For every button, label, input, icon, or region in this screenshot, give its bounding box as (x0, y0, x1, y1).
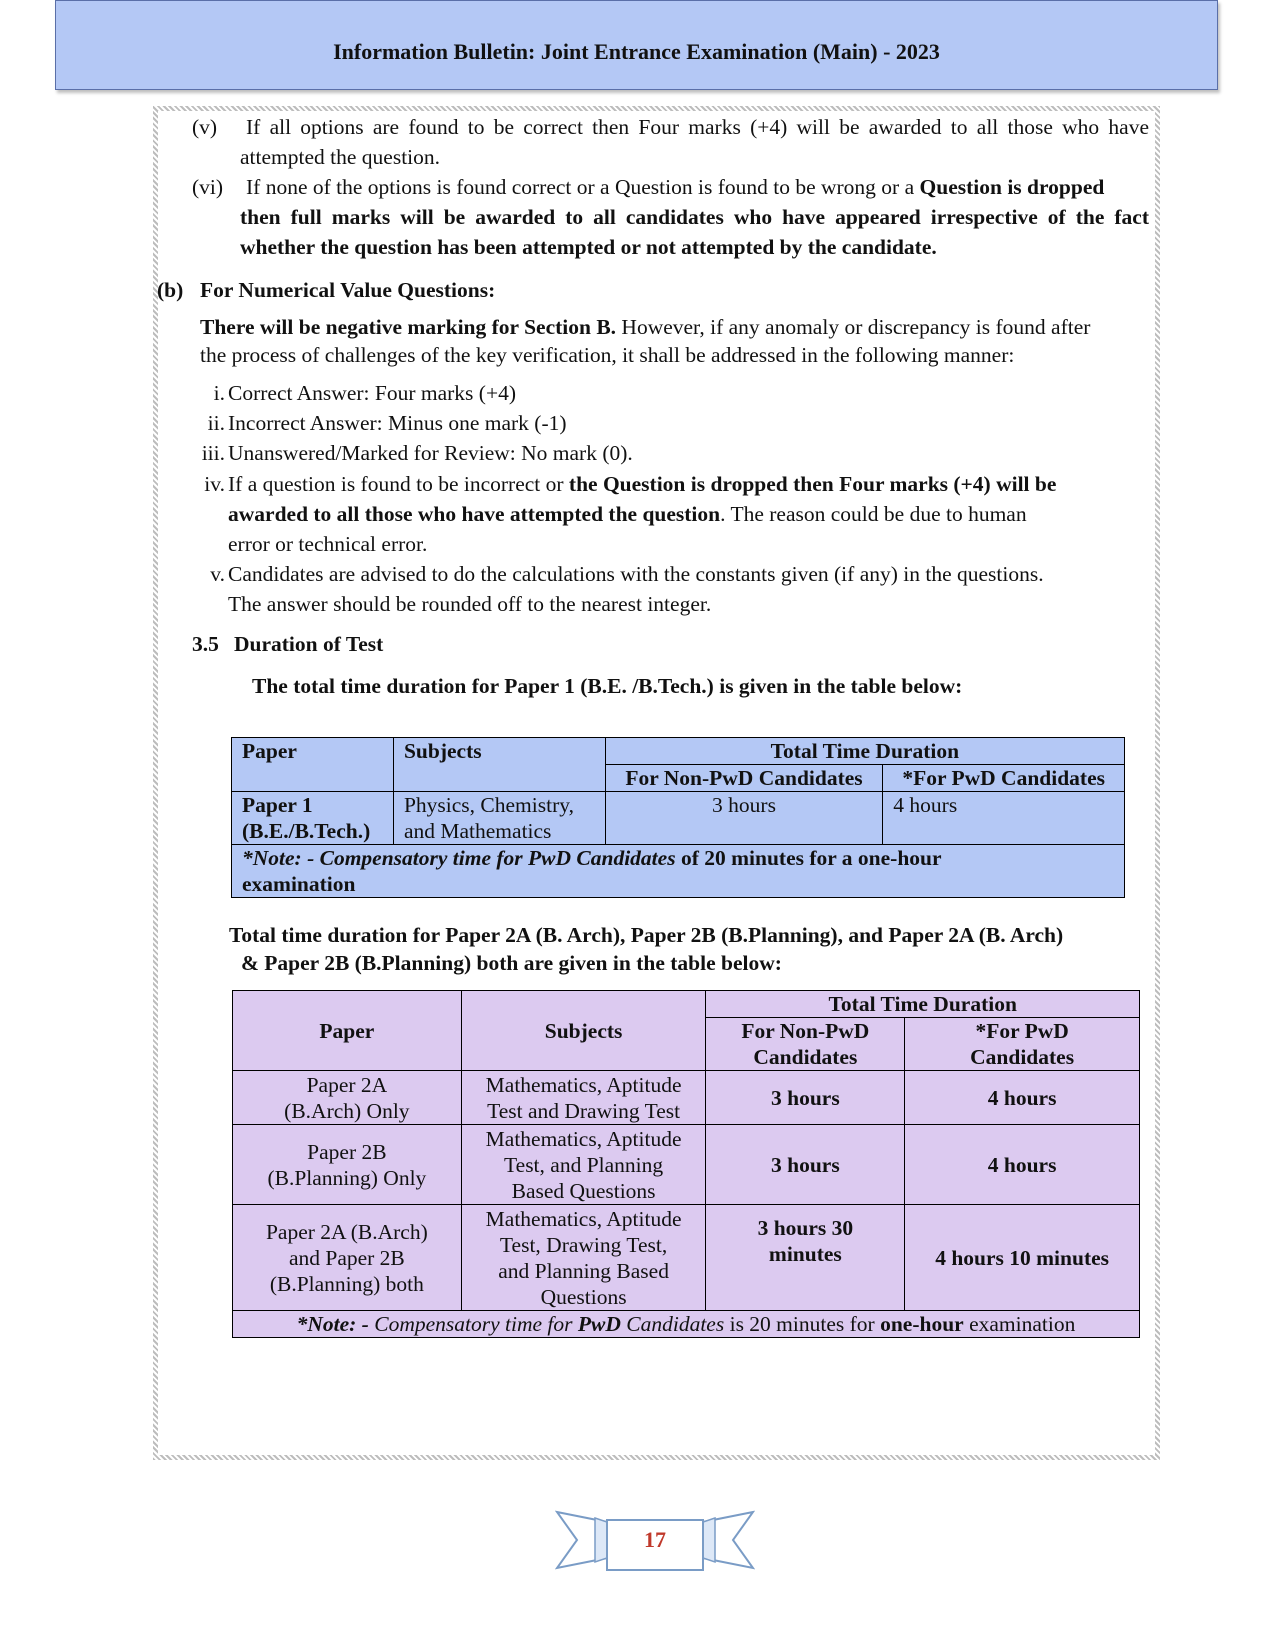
section-b-para-rest: However, if any anomaly or discrepancy is found after (616, 315, 1091, 339)
item-iv-line1 (228, 469, 1056, 499)
table1-note-label: *Note: - Compensatory time for PwD Candidates (242, 846, 676, 870)
item-v-b-line1: Candidates are advised to do the calculations with the constants given (if any) in the questions. (228, 562, 1044, 586)
note-part: is 20 minutes for (724, 1312, 881, 1336)
cell-line: 3 hours (771, 1152, 840, 1177)
table2-cell-paper (233, 1071, 462, 1125)
note-part: Compensatory time for (368, 1312, 578, 1336)
table2-cell-subjects (461, 1125, 706, 1205)
table-row (233, 1071, 1140, 1125)
table2-header-subjects: Subjects (461, 991, 706, 1071)
section-b-para-line2: the process of challenges of the key verification, it shall be addressed in the following manner: (200, 343, 1015, 367)
page-header (55, 0, 1218, 90)
item-vi-bold-tail: Question is dropped (919, 175, 1105, 199)
table1-cell-subjects (393, 792, 605, 845)
table-row (233, 1125, 1140, 1205)
item-iv-num: iv. (204, 472, 225, 496)
section-b-para-line1 (200, 312, 1149, 342)
duration-heading: Duration of Test (234, 632, 384, 656)
table1-header-subjects: Subjects (393, 738, 605, 792)
cell-line: and Paper 2B (288, 1245, 405, 1270)
table2-cell-paper (233, 1205, 462, 1311)
table1-paper-line2: (B.E./B.Tech.) (242, 819, 371, 843)
cell-line: minutes (768, 1242, 842, 1266)
table2-header-total: Total Time Duration (706, 991, 1140, 1018)
note-part: examination (963, 1312, 1076, 1336)
table2-note-label: *Note: - (296, 1312, 369, 1336)
paper2-duration-table (232, 990, 1140, 1338)
table2-header-paper: Paper (233, 991, 462, 1071)
note-part: one-hour (880, 1312, 964, 1336)
table2-intro-line1: Total time duration for Paper 2A (B. Arch), Paper 2B (B.Planning), and Paper 2A (B. Arch) (229, 923, 1064, 947)
table2-cell-nonpwd (706, 1071, 905, 1125)
table2-header-nonpwd-line1: For Non-PwD (741, 1019, 870, 1043)
cell-line: (B.Planning) both (269, 1271, 424, 1296)
list-item-text: Unanswered/Marked for Review: No mark (0). (228, 441, 633, 465)
table2-header-pwd-line1: *For PwD (975, 1019, 1069, 1043)
cell-line: Test and Drawing Test (487, 1098, 681, 1123)
table2-cell-nonpwd (706, 1125, 905, 1205)
paper1-duration-table (231, 737, 1125, 898)
item-vi-num: (vi) (192, 175, 224, 199)
table1-subjects-line1: Physics, Chemistry, (403, 793, 574, 817)
table1-header-total: Total Time Duration (605, 738, 1124, 765)
table1-cell-paper (232, 792, 394, 845)
item-v-line1: If all options are found to be correct then Four marks (+4) will be awarded to all those who have (246, 115, 1149, 139)
cell-line: Paper 2A (B.Arch) (265, 1219, 428, 1244)
item-vi-line1 (246, 172, 1149, 202)
section-b-para-bold: There will be negative marking for Section B. (200, 315, 617, 339)
cell-line: 3 hours 30 (757, 1216, 854, 1240)
duration-heading-num: 3.5 (192, 632, 219, 656)
cell-line: 3 hours (771, 1085, 840, 1110)
table1-note (232, 845, 1125, 898)
section-b-heading: For Numerical Value Questions: (200, 278, 496, 302)
item-iv-bold2: awarded to all those who have attempted the question (228, 502, 721, 526)
table2-cell-pwd: 4 hours (905, 1125, 1140, 1205)
page-number: 17 (644, 1527, 666, 1552)
table1-cell-pwd: 4 hours (883, 792, 1125, 845)
item-v-b-line2: The answer should be rounded off to the nearest integer. (228, 592, 712, 616)
table1-subjects-line2: and Mathematics (403, 819, 552, 843)
cell-line: Mathematics, Aptitude (485, 1126, 682, 1151)
item-iv-bold1: the Question is dropped then Four marks (+4) will be (568, 472, 1057, 496)
table1-note-line2: examination (242, 872, 356, 896)
list-item-num: i. (213, 381, 225, 405)
section-b-label: (b) (157, 278, 184, 302)
item-vi-intro: If none of the options is found correct or a Question is found to be wrong or a (246, 175, 915, 199)
cell-line: and Planning Based (498, 1258, 669, 1283)
item-v-b-num: v. (210, 562, 225, 586)
item-v-line2: attempted the question. (240, 145, 441, 169)
list-item-text: Correct Answer: Four marks (+4) (228, 381, 516, 405)
item-vi-line3: whether the question has been attempted or not attempted by the candidate. (240, 235, 937, 259)
item-iv-pre: If a question is found to be incorrect or (228, 472, 569, 496)
page-title: Information Bulletin: Joint Entrance Examination (Main) - 2023 (333, 39, 940, 64)
table1-header-pwd: *For PwD Candidates (883, 765, 1125, 792)
table2-header-pwd (905, 1018, 1140, 1071)
table1-header-nonpwd: For Non-PwD Candidates (605, 765, 883, 792)
cell-line: (B.Planning) Only (267, 1165, 427, 1190)
cell-line: Paper 2A (306, 1072, 388, 1097)
list-item-num: iii. (201, 441, 225, 465)
note-part: PwD (577, 1312, 621, 1336)
table2-cell-subjects (461, 1205, 706, 1311)
table2-cell-subjects (461, 1071, 706, 1125)
note-part: Candidates (620, 1312, 725, 1336)
item-vi-line2: then full marks will be awarded to all candidates who have appeared irrespective of the fact (240, 205, 1149, 229)
cell-line: Mathematics, Aptitude (485, 1206, 682, 1231)
cell-line: Paper 2B (307, 1139, 387, 1164)
table2-note (233, 1311, 1140, 1338)
table2-cell-pwd: 4 hours 10 minutes (905, 1205, 1140, 1311)
item-iv-line3: error or technical error. (228, 532, 428, 556)
table2-header-nonpwd (706, 1018, 905, 1071)
table1-paper-line1: Paper 1 (242, 793, 313, 817)
table2-header-nonpwd-line2: Candidates (753, 1045, 858, 1069)
table2-intro-line2: & Paper 2B (B.Planning) both are given in the table below: (241, 951, 782, 975)
list-item-num: ii. (207, 411, 225, 435)
item-iv-line2 (228, 499, 1027, 529)
table1-note-rest: of 20 minutes for a one-hour (675, 846, 942, 870)
table-row (233, 1205, 1140, 1311)
cell-line: Questions (540, 1284, 627, 1309)
cell-line: (B.Arch) Only (284, 1098, 410, 1123)
cell-line: Based Questions (511, 1178, 656, 1203)
list-item-text: Incorrect Answer: Minus one mark (-1) (228, 411, 567, 435)
table1-cell-nonpwd: 3 hours (605, 792, 883, 845)
cell-line: Mathematics, Aptitude (485, 1072, 682, 1097)
table2-cell-nonpwd (706, 1205, 905, 1311)
table2-header-pwd-line2: Candidates (970, 1045, 1075, 1069)
table1-header-paper: Paper (232, 738, 394, 792)
cell-line: Test, Drawing Test, (499, 1232, 668, 1257)
table2-cell-pwd: 4 hours (905, 1071, 1140, 1125)
item-v-num: (v) (192, 115, 218, 139)
item-iv-post: . The reason could be due to human (720, 502, 1027, 526)
table1-intro: The total time duration for Paper 1 (B.E. /B.Tech.) is given in the table below: (252, 674, 963, 698)
cell-line: Test, and Planning (504, 1152, 664, 1177)
table2-cell-paper (233, 1125, 462, 1205)
